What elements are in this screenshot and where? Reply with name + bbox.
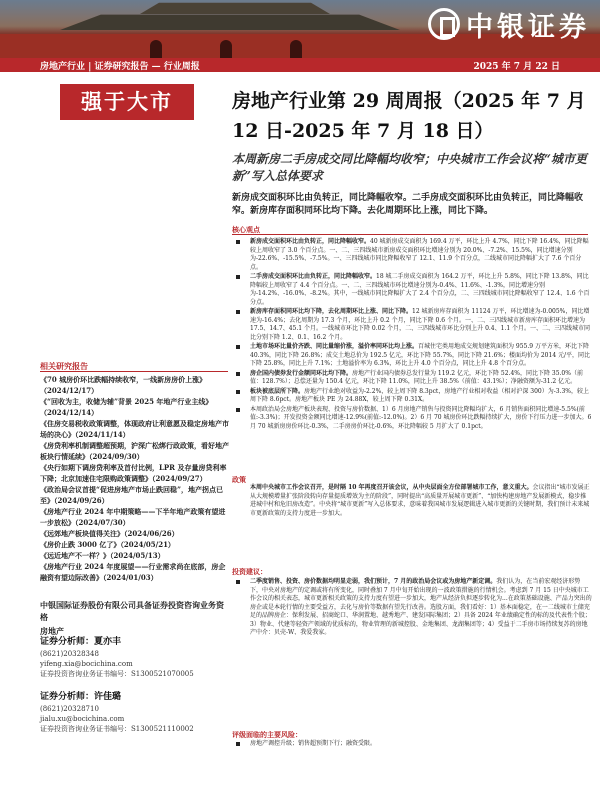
analyst-name: 证券分析师：夏亦丰 (40, 637, 122, 647)
list-item (232, 343, 592, 369)
analyst-block (40, 637, 230, 679)
list-item-lead: 土地市场环比量价齐跌、同比量缩价涨，溢价率同环比均上涨。 (250, 343, 419, 350)
list-item (232, 308, 592, 342)
list-item-text: 房地产行业绝对收益为-2.2%，较上周下降 8.3pct，房地产行业相对收益（相对沪深 300）为-3.3%，较上周下降 8.6pct。房地产板块 PE 为 24.88X，较上周下降 0.31X。 (250, 387, 589, 403)
list-item (232, 370, 592, 387)
report-category: 房地产行业 | 证券研究报告 — 行业周报 (40, 62, 200, 72)
header-banner-image (0, 0, 600, 58)
list-item-lead: 二季度销售、投资、房价数据均明显走弱，我们预计，7 月的政治局会议或为房地产新定调。 (250, 578, 497, 585)
related-report-item[interactable]: 《“回收为主，收储为辅”背景 2025 年地产行业主线》（2024/12/14） (40, 397, 213, 417)
section-heading-policy: 政策 (232, 475, 246, 484)
related-report-item[interactable]: 《房价止跌 3000 亿了》（2024/05/21） (40, 540, 175, 549)
related-report-item[interactable]: 《70 城房价环比跌幅持续收窄，一线新房房价上涨》（2024/12/17） (40, 375, 207, 395)
list-item-text: 12 城新房库存面积为 11124 万平，环比增速为-0.005%，同比增速为-16.4%；去化周期为 17.3 个月，环比上升 0.2 个月，同比下降 0.6 个月。一、二、三四线城市新房库存面积环比增速为 17.5、14.7、45.1 个月。一线城市环比下降 0.02 个月，二、三四线城市环比分别上升 0.4、1.1 个月。一、二、三四线城市同比分别下降 1.2、0.1、16.2 个月。 (250, 308, 591, 341)
analyst-email[interactable]: jialu.xu@bocichina.com (40, 715, 125, 723)
palace-gate (220, 40, 232, 58)
logo-icon (428, 8, 460, 40)
palace-upper-roof (140, 0, 330, 14)
policy-paragraph (232, 484, 592, 518)
risk-points-list (232, 740, 592, 750)
logo-text: 中银证券 (466, 11, 590, 43)
section-divider (232, 234, 588, 235)
related-report-item[interactable]: 《远近地产不一样？》（2024/05/13） (40, 551, 165, 560)
sector-label: 房地产 (40, 626, 64, 636)
policy-body: 会议指出“城市发展正从大规模增量扩张阶段转向存量提质增效为主的阶段”，同时提出“高质量开展城市更新”、“加快构建房地产发展新模式，稳步推进城中村和危旧房改造”。中央将“城市更新”写入总体要求，意味着我国城市发展逻辑进入城市更新的关键时期，我们预计未来城市更新政策的支持力度进一步加大。 (250, 484, 590, 517)
related-report-item[interactable]: 《房地产行业 2024 年中期策略——下半年地产政策有望进一步放松》（2024/07/30） (40, 507, 226, 527)
list-item (232, 273, 592, 307)
company-name (40, 599, 230, 637)
list-item-text: 房地产调控升级；销售超预期下行；融资受限。 (250, 740, 377, 747)
related-report-item[interactable]: 《住房交易税收政策调整，体现政府让利意愿及稳定房地产市场的决心》（2024/11/14） (40, 419, 229, 439)
analyst-cert: 证券投资咨询业务证书编号：S1300521070005 (40, 670, 194, 678)
list-item-text: 百城住宅类用地成交规划建筑面积为 955.9 万平方米，环比下降 40.3%，同比下降 26.8%；成交土地总价为 192.5 亿元，环比下降 55.7%，同比下降 21.6%；楼面均价为 2014 元/平，同比下降 25.8%，同比上升 7.1%；土地溢价率为 6.3%，环比上升 4.0 个百分点，同比上升 4.8 个百分点。 (250, 343, 591, 367)
analyst-phone: (8621)20328348 (40, 650, 99, 658)
related-report-item[interactable]: 《央行如期下调房贷利率及首付比例，LPR 及存量房贷利率下降；北京加速住宅限购政策调整》（2024/09/27） (40, 463, 227, 483)
palace-gate (150, 40, 162, 58)
related-report-item[interactable]: 《政治局会议首提“促进房地产市场止跌回稳”，地产拐点已至》（2024/09/26） (40, 485, 224, 505)
report-date: 2025 年 7 月 22 日 (473, 62, 560, 72)
list-item-lead: 房企国内债券发行金额同环比均下降。 (250, 369, 353, 377)
list-item-lead: 新房库存面积同环比均下降，去化周期环比上涨、同比下降。 (250, 308, 413, 315)
company-qualification: 中银国际证券股份有限公司具备证券投资咨询业务资格 (40, 600, 224, 622)
related-reports-list (40, 374, 230, 583)
brand-logo (428, 6, 590, 42)
analyst-cert: 证券投资咨询业务证书编号：S1300521110002 (40, 725, 194, 733)
section-heading-core: 核心观点 (232, 225, 260, 234)
section-heading-risk: 评级面临的主要风险： (232, 730, 302, 739)
related-report-item[interactable]: 《房贷利率机制调整超预期，沪深广松绑行政政策，看好地产板块行情延续》（2024/09/30） (40, 441, 229, 461)
list-item (232, 578, 592, 638)
list-item-lead: 新房成交面积环比由负转正，同比降幅收窄。 (250, 238, 371, 245)
list-item-text: 我们认为，在当前宏观经济形势下，中央对房地产的定调或将有所变化，同时叠加 7 月中旬开始出现的一波政策措施的行情机会。考虑到 7 月 15 日中央城市工作会议的相关表态，城市更新相关政策的支持力度有望进一步加大，地产从经济负担逐步转化为...在政策基础设施、产品力突出的房企或是本轮行情的主要受益方，去化与房价等数据有望先行改善。选股方面，我们看好：1）基本面稳定，在一二线城市土储充足的品牌房企：保利发展、招商蛇口、华润置地、越秀地产、建发国际集团；2）具备 2024 年业绩确定性的标的及代表性个股；3）物业、代建等轻资产领域的优质标的，物业管理的新城控股、金地集团、龙湖集团等；4）受益于二手房市场持续复苏的房地产中介：贝壳-W、我爱我家。 (250, 578, 592, 636)
related-reports-heading: 相关研究报告 (40, 361, 88, 371)
analyst-phone: (8621)20328710 (40, 705, 99, 713)
list-item-lead: 二手房成交面积环比由负转正，同比降幅收窄。 (250, 273, 377, 280)
list-item-text: 本周政治局会房地产板块表现、投资与房价数据、1）6 月房地产销售与投资同比降幅均扩大，6 月销售面积同比增速-5.5%(前值:-3.3%)；开发投资金额同比增速-12.9%(前值:-12.0%)。2）6 月 70 城房价环比跌幅持续扩大，房价下行压力进一步加大。6 月 70 城新房房价环比-0.3%，二手房房价环比-0.6%，环比降幅较 5 月扩大了 0.1pct。 (250, 405, 592, 430)
list-item (232, 238, 592, 272)
palace-gate (290, 40, 302, 58)
list-item-text: 18 城二手房成交面积为 164.2 万平，环比上升 5.8%，同比下降 13.8%，同比降幅较上周收窄了 4.4 个百分点。一、二、三四线城市环比增速分别为-0.4%、11.6%、-1.3%，同比增速分别为-14.2%、-16.0%、-8.2%。其中，一线城市同比降幅扩大了 2.4 个百分点，二、三四线城市同比降幅收窄了 12.4、1.6 个百分点。 (250, 273, 590, 306)
section-heading-advice: 投资建议： (232, 567, 267, 576)
list-item (232, 388, 592, 405)
analyst-name: 证券分析师：许佳璐 (40, 692, 122, 702)
related-divider (40, 371, 228, 372)
policy-lead: 本周中央城市工作会议召开，是时隔 10 年再度召开该会议，从中央层面全方位部署城市工作，意义重大。 (250, 484, 533, 491)
list-item (232, 406, 592, 432)
list-item-text: 40 城新房成交面积为 169.4 万平，环比上升 4.7%，同比下降 16.4%，同比降幅较上周收窄了 3.0 个百分点。一、二、三四线城市新房成交面积环比增速分别为 20.0%、-7.2%、15.5%，同比增速分别为-22.6%、-15.5%、-7.5%。一、三四线城市同比降幅收窄了 12.1、11.9 个百分点，二线城市同比降幅扩大了 7.6 个百分点。 (250, 238, 589, 271)
rating-badge: 强于大市 (60, 84, 194, 120)
report-topbar (0, 58, 600, 72)
advice-points-list (232, 578, 592, 639)
list-item (232, 740, 592, 749)
analyst-email[interactable]: yifeng.xia@bocichina.com (40, 660, 133, 668)
core-points-list (232, 238, 592, 432)
report-summary: 新房成交面积环比由负转正，同比降幅收窄。二手房成交面积环比由负转正，同比降幅收窄。新房库存面积同环比均下降。去化周期环比上涨，同比下降。 (232, 193, 584, 216)
report-title: 房地产行业第 29 周周报（2025 年 7 月 12 日-2025 年 7 月 18 日） (232, 90, 586, 142)
related-report-item[interactable]: 《房地产行业 2024 年度展望——行业需求尚在底部，房企融资有望边际改善》（2024/01/03） (40, 562, 226, 582)
analyst-block (40, 692, 230, 734)
list-item-lead: 板块被底层所下降。 (250, 387, 305, 395)
list-item-text: 房地产行业国内债券总发行量为 119.2 亿元，环比下降 52.4%，同比下降 35.0%（前值：128.7%）；总偿还量为 150.4 亿元，环比下降 11.0%，同比上升 38.5%（前值：43.1%）；净融资额为-31.2 亿元。 (250, 369, 583, 385)
related-report-item[interactable]: 《远郊地产板块值得关注》（2024/06/26） (40, 529, 179, 538)
report-subtitle: 本周新房二手房成交同比降幅均收窄；中央城市工作会议将“城市更新”写入总体要求 (232, 152, 587, 183)
